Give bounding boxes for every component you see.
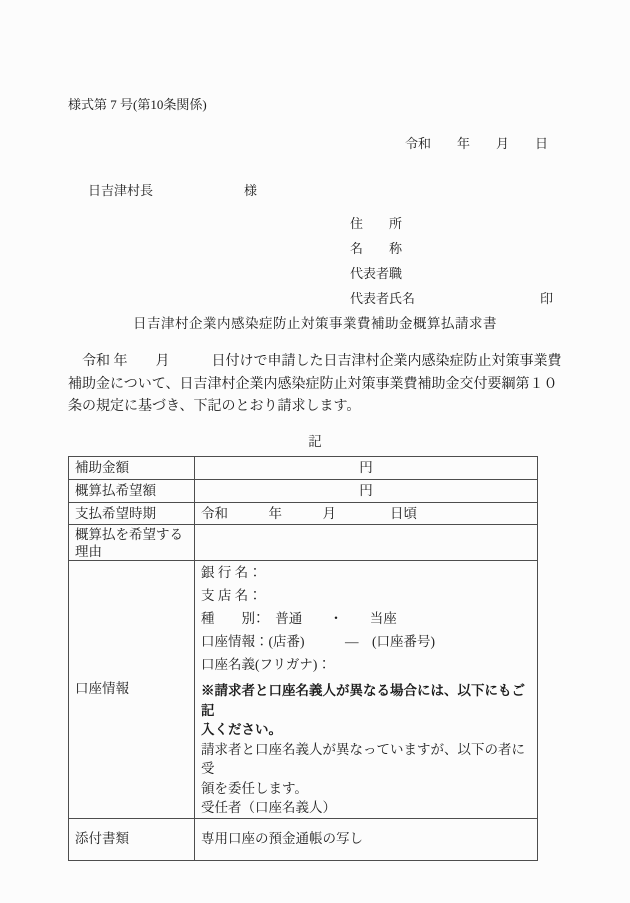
account-info-cell	[195, 561, 538, 819]
payment-time-label: 支払希望時期	[69, 503, 195, 525]
seal-mark: 印	[540, 291, 554, 306]
body-line-3: 条の規定に基づき、下記のとおり請求します。	[68, 399, 361, 414]
applicant-address-label: 住 所	[350, 216, 403, 231]
account-info-label: 口座情報	[69, 561, 195, 819]
subsidy-amount-value: 円	[195, 457, 538, 480]
row-subsidy-amount	[69, 457, 538, 480]
applicant-rep-name-label: 代表者氏名	[350, 291, 416, 306]
branch-name-line: 支 店 名：	[201, 588, 262, 603]
body-line-1: 令和 年 月 日付けで申請した日吉津村企業内感染症防止対策事業費	[68, 354, 562, 369]
account-holder-line: 口座名義(フリガナ)：	[201, 657, 331, 672]
attachments-label: 添付書類	[69, 818, 195, 860]
applicant-name-label: 名 称	[350, 241, 403, 256]
account-number-line: 口座情報：(店番) ― (口座番号)	[201, 634, 435, 649]
reason-value	[195, 525, 538, 561]
account-note-line-1: 請求者と口座名義人が異なっていますが、以下の者に受	[201, 741, 525, 776]
ki-heading: 記	[308, 434, 322, 449]
document-title: 日吉津村企業内感染症防止対策事業費補助金概算払請求書	[133, 316, 497, 331]
applicant-rep-title-label: 代表者職	[350, 266, 403, 281]
advance-amount-label: 概算払希望額	[69, 480, 195, 503]
advance-amount-value: 円	[195, 480, 538, 503]
reason-label: 概算払を希望する理由	[69, 525, 195, 561]
payment-time-value: 令和 年 月 日頃	[195, 503, 538, 525]
row-advance-amount	[69, 480, 538, 503]
account-note-bold-line-1: ※請求者と口座名義人が異なる場合には、以下にもご記	[201, 683, 525, 718]
row-account-info	[69, 561, 538, 819]
account-note-bold-line-2: 入ください。	[201, 722, 282, 737]
form-number: 様式第 7 号(第10条関係)	[68, 97, 207, 112]
attachments-value: 専用口座の預金通帳の写し	[195, 818, 538, 860]
issue-date-line: 令和 年 月 日	[404, 136, 548, 151]
subsidy-amount-label: 補助金額	[69, 457, 195, 480]
body-paragraph	[68, 351, 568, 419]
body-line-2: 補助金について、日吉津村企業内感染症防止対策事業費補助金交付要綱第１０	[68, 376, 558, 392]
row-attachments	[69, 818, 538, 860]
bank-name-line: 銀 行 名：	[201, 565, 262, 580]
request-table	[68, 456, 538, 861]
addressee-line: 日吉津村長 様	[88, 183, 258, 198]
account-fields	[201, 561, 531, 676]
account-note-line-2: 領を委任します。	[201, 780, 308, 796]
delegate-line: 受任者（口座名義人）	[201, 800, 336, 815]
account-note	[201, 681, 531, 818]
row-reason	[69, 525, 538, 561]
applicant-block	[350, 211, 415, 311]
account-type-line: 種 別： 普通 ・ 当座	[201, 611, 397, 626]
row-payment-time	[69, 503, 538, 525]
